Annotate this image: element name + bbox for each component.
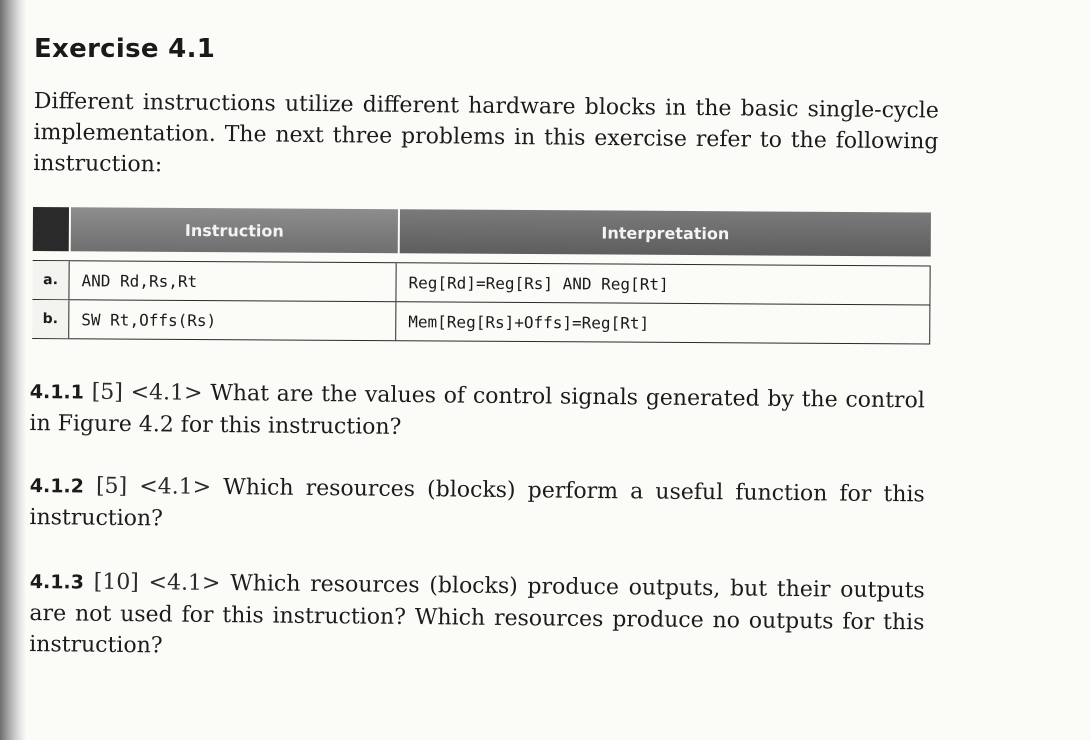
instruction-table (32, 207, 931, 344)
problem-points: [5] (95, 473, 128, 500)
column-header-interpretation: Interpretation (400, 209, 931, 256)
problem-4-1-1 (29, 376, 925, 448)
problem-number: 4.1.3 (29, 570, 85, 594)
exercise-title: Exercise 4.1 (34, 34, 216, 64)
problem-number: 4.1.1 (29, 380, 85, 404)
problem-4-1-3 (29, 566, 925, 669)
problem-text: Which resources (blocks) perform a useful function for this instruction? (29, 475, 925, 532)
row-label: a. (32, 261, 69, 299)
column-header-instruction: Instruction (71, 207, 398, 253)
row-label: b. (32, 300, 69, 338)
problem-section: <4.1> (139, 474, 212, 500)
problem-section: <4.1> (148, 570, 221, 596)
exercise-intro: Different instructions utilize different hardware blocks in the basic single-cycle implementation. The next three problems in this exercise refer to the following instruction: (33, 88, 939, 178)
interpretation-cell: Reg[Rd]=Reg[Rs] AND Reg[Rt] (396, 263, 930, 304)
interpretation-cell: Mem[Reg[Rs]+Offs]=Reg[Rt] (396, 302, 930, 343)
problem-text: What are the values of control signals generated by the control in Figure 4.2 for this instruction? (29, 380, 925, 440)
problem-4-1-2 (29, 470, 925, 542)
table-header-row (33, 207, 931, 256)
problem-number: 4.1.2 (29, 474, 85, 498)
instruction-cell: SW Rt,Offs(Rs) (69, 300, 396, 340)
problem-points: [10] (93, 569, 139, 596)
table-row (32, 300, 930, 344)
table-header-marker (33, 207, 69, 251)
problem-section: <4.1> (130, 380, 203, 406)
table-row (32, 260, 930, 305)
problem-points: [5] (91, 379, 124, 405)
instruction-cell: AND Rd,Rs,Rt (69, 261, 396, 301)
problem-text: Which resources (blocks) produce outputs, but their outputs are not used for this instruction? Which resources produce no outputs for this instruction? (29, 571, 925, 659)
